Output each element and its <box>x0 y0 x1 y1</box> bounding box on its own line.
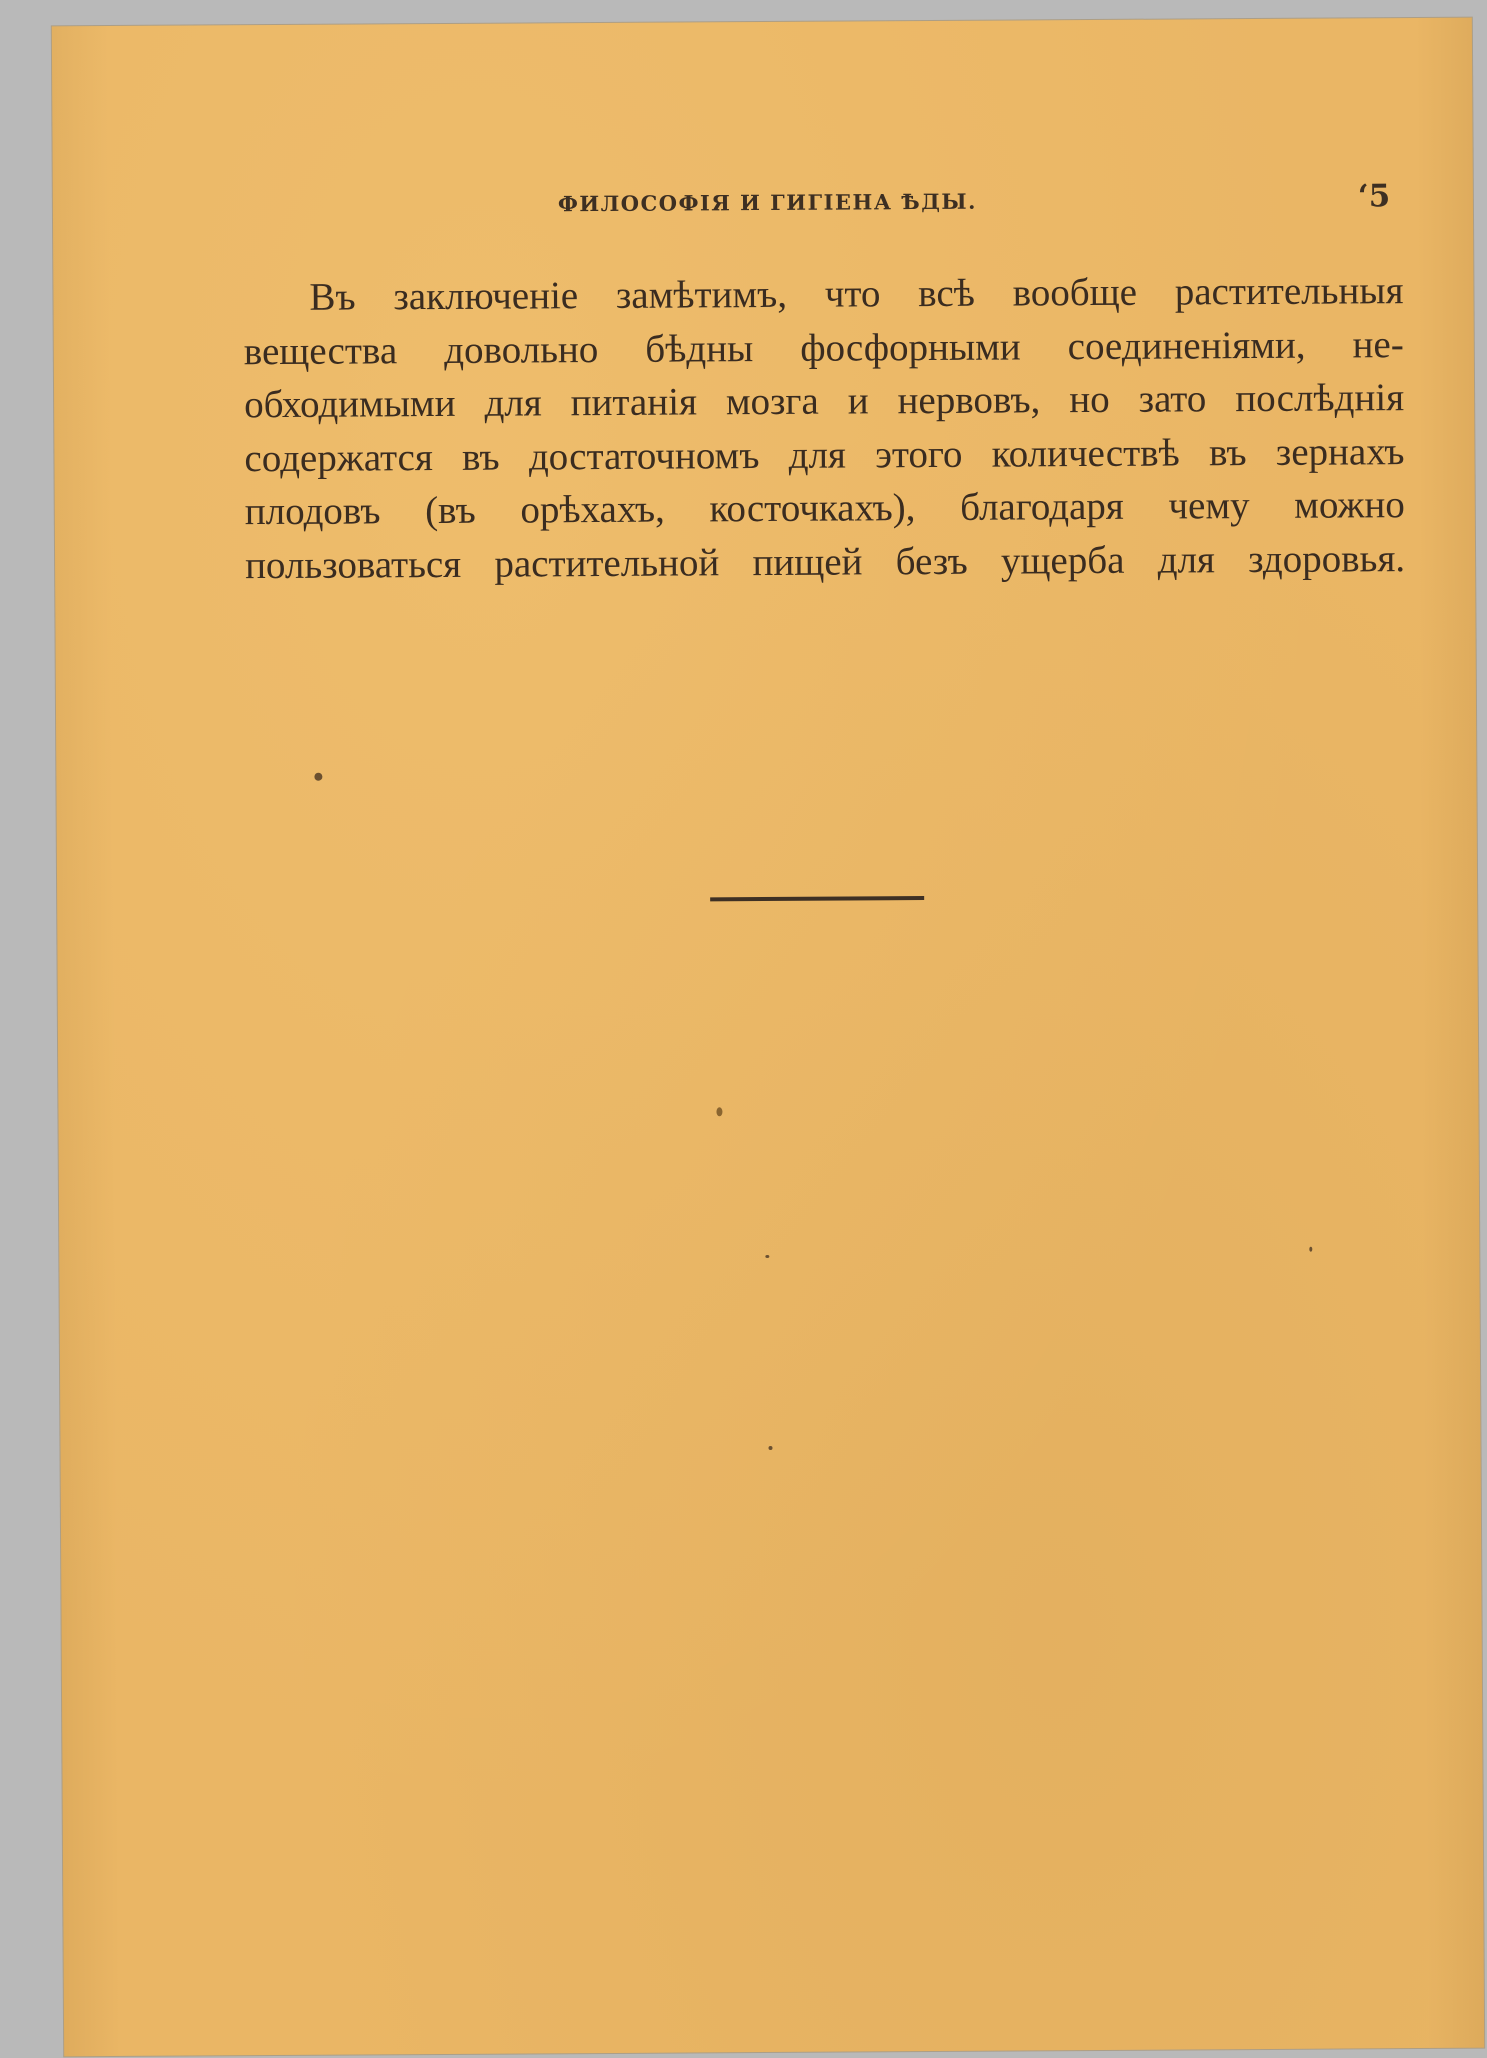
paper-speck <box>314 773 322 781</box>
body-line: пользоваться растительной пищей безъ ущерба для здоровья. <box>244 536 1406 587</box>
paper-speck <box>1309 1247 1312 1252</box>
body-line: обходимыми для питанія мозга и нервовъ, но зато послѣднія <box>243 376 1405 427</box>
body-line: плодовъ (въ орѣхахъ, косточкахъ), благодаря чему можно <box>244 483 1405 534</box>
body-line: Въ заключеніе замѣтимъ, что всѣ вообще растительныя <box>309 269 1404 319</box>
body-paragraph <box>243 264 1405 592</box>
body-line: вещества довольно бѣдны фосфорными соединеніями, не- <box>243 322 1404 373</box>
body-line: содержатся въ достаточномъ для этого количествѣ въ зернахъ <box>244 429 1405 480</box>
paper-speck <box>768 1446 772 1450</box>
section-end-rule <box>710 896 924 901</box>
running-head: ФИЛОСОФІЯ И ГИГІЕНА ѢДЫ. <box>557 188 977 217</box>
book-page <box>52 18 1484 2057</box>
page-number: ‘5 <box>1357 178 1391 215</box>
paper-speck <box>765 1255 769 1258</box>
paper-speck <box>716 1107 722 1116</box>
